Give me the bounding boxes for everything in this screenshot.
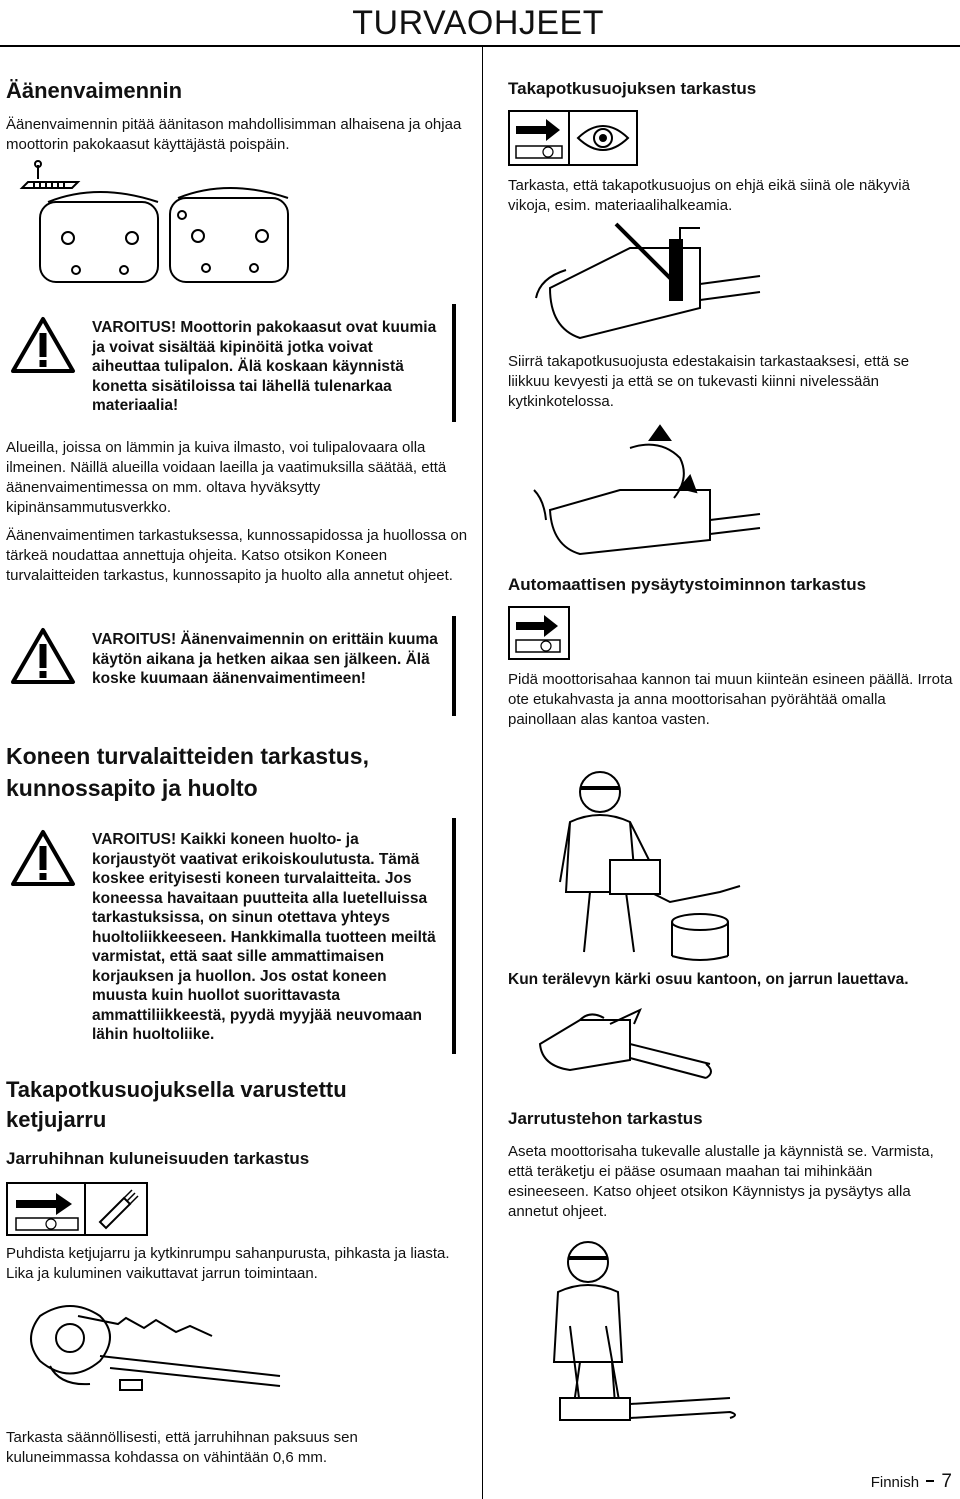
brake-band-paragraph: Tarkasta säännöllisesti, että jarruhihnan paksuus sen kuluneimmassa kohdassa on vähintään 0,6 mm. bbox=[6, 1429, 358, 1466]
muffler-illustration bbox=[20, 160, 320, 290]
eye-icon bbox=[570, 112, 636, 164]
page-number: 7 bbox=[941, 1471, 952, 1492]
muffler-heading: Äänenvaimennin bbox=[6, 78, 183, 103]
chainsaw-brake-illustration bbox=[520, 1004, 720, 1094]
brush-symbol bbox=[84, 1182, 148, 1236]
brake-band-subheading: Jarruhihnan kuluneisuuden tarkastus bbox=[6, 1149, 310, 1168]
warning-triangle-icon bbox=[10, 627, 76, 685]
brush-icon bbox=[86, 1184, 146, 1234]
page-footer bbox=[871, 1471, 952, 1493]
operator-ground-illustration bbox=[520, 1234, 740, 1434]
auto-stop-caption: Kun terälevyn kärki osuu kantoon, on jarrun lauettava. bbox=[508, 971, 909, 988]
kickback-guard-illustration bbox=[530, 218, 760, 348]
brake-band-illustration bbox=[20, 1296, 320, 1396]
muffler-paragraph-2: Äänenvaimentimen tarkastuksessa, kunnossapidossa ja huollossa on tärkeä noudattaa annettuja ohjeita. Katso otsikon Koneen turvalaitteiden tarkastus, kunnossapito ja huolto alla annetut ohjeet. bbox=[6, 527, 468, 584]
warning-triangle-icon bbox=[10, 316, 76, 374]
page-title: TURVAOHJEET bbox=[352, 4, 604, 42]
kickback-guard-movement-illustration bbox=[530, 420, 760, 560]
action-symbol bbox=[6, 1182, 88, 1236]
brake-clean-paragraph: Puhdista ketjujarru ja kytkinrumpu sahanpurusta, pihkasta ja liasta. Lika ja kuluminen vaikuttavat jarrun toimintaan. bbox=[6, 1245, 450, 1282]
action-symbol bbox=[508, 606, 570, 660]
warning-bar bbox=[452, 304, 456, 422]
operator-stump-illustration bbox=[530, 762, 750, 962]
action-symbol bbox=[508, 110, 572, 166]
kickback-guard-paragraph-2: Siirrä takapotkusuojusta edestakaisin tarkastaaksesi, että se liikkuu kevyesti ja että se on tukevasti kiinni nivelessään kytkinkotelossa. bbox=[508, 353, 910, 410]
arrow-stop-icon bbox=[8, 1184, 86, 1234]
warning-bar bbox=[452, 818, 456, 1054]
warning-exhaust: VAROITUS! Moottorin pakokaasut ovat kuumia ja voivat sisältää kipinöitä jotka voivat aiheuttaa tulipalon. Älä koskaan käynnistä konetta sisätiloissa tai lähellä tulenarkaa materiaalia! bbox=[92, 319, 437, 414]
inspect-symbol bbox=[568, 110, 638, 166]
kickback-guard-heading: Takapotkusuojuksen tarkastus bbox=[508, 79, 757, 98]
arrow-stop-icon bbox=[510, 112, 570, 164]
arrow-stop-icon bbox=[510, 608, 568, 658]
warning-maintenance: VAROITUS! Kaikki koneen huolto- ja korjaustyöt vaativat erikoiskoulutusta. Tämä koskee erityisesti koneen turvalaitteita. Jos koneessa havaitaan puutteita alla luetelluissa tarkastuksissa, on sinun otettava yhteys huoltoliikkeeseen. Hankkimalla tuotteen meiltä varmistat, että saat sille ammattimaisen korjauksen ja huollon. Jos ostat koneen muusta kuin huollot suorittavasta ammattiliikkeestä, pyydä myyjää neuvomaan lähin huoltoliike. bbox=[92, 831, 436, 1043]
footer-language: Finnish bbox=[870, 1474, 920, 1491]
maintenance-heading: Koneen turvalaitteiden tarkastus, kunnossapito ja huolto bbox=[6, 743, 369, 801]
warning-bar bbox=[452, 616, 456, 716]
muffler-intro: Äänenvaimennin pitää äänitason mahdollisimman alhaisena ja ohjaa moottorin pakokaasut käyttäjästä poispäin. bbox=[6, 116, 462, 153]
braking-effect-heading: Jarrutustehon tarkastus bbox=[508, 1109, 703, 1128]
chain-brake-heading: Takapotkusuojuksella varustettu ketjujarru bbox=[6, 1077, 347, 1132]
auto-stop-heading: Automaattisen pysäytystoiminnon tarkastus bbox=[508, 575, 867, 594]
warning-triangle-icon bbox=[10, 829, 76, 887]
muffler-paragraph-1: Alueilla, joissa on lämmin ja kuiva ilmasto, voi tulipalovaara olla ilmeinen. Näillä alueilla voidaan laeilla ja vaatimuksilla säätää, että äänenvaimentimessa on mm. oltava hyväksytty kipinänsammutusverkko. bbox=[6, 439, 447, 516]
column-divider bbox=[482, 47, 483, 1499]
auto-stop-paragraph: Pidä moottorisahaa kannon tai muun kiinteän esineen päällä. Irrota ote etukahvasta ja anna moottorisahan pyörähtää omalla painollaan alas kantoa vasten. bbox=[508, 671, 953, 728]
footer-dash bbox=[926, 1480, 934, 1482]
kickback-guard-paragraph-1: Tarkasta, että takapotkusuojus on ehjä eikä siinä ole näkyviä vikoja, esim. materiaalihalkeamia. bbox=[508, 177, 910, 214]
warning-hot-muffler: VAROITUS! Äänenvaimennin on erittäin kuuma käytön aikana ja hetken aikaa sen jälkeen. Älä koske kuumaan äänenvaimentimeen! bbox=[92, 631, 438, 687]
title-divider bbox=[0, 45, 960, 47]
braking-effect-paragraph: Aseta moottorisaha tukevalle alustalle ja käynnistä se. Varmista, että teräketju ei pääse osumaan maahan tai mihinkään esineeseen. Katso ohjeet otsikon Käynnistys ja pysäytys alla annetut ohjeet. bbox=[508, 1143, 934, 1220]
